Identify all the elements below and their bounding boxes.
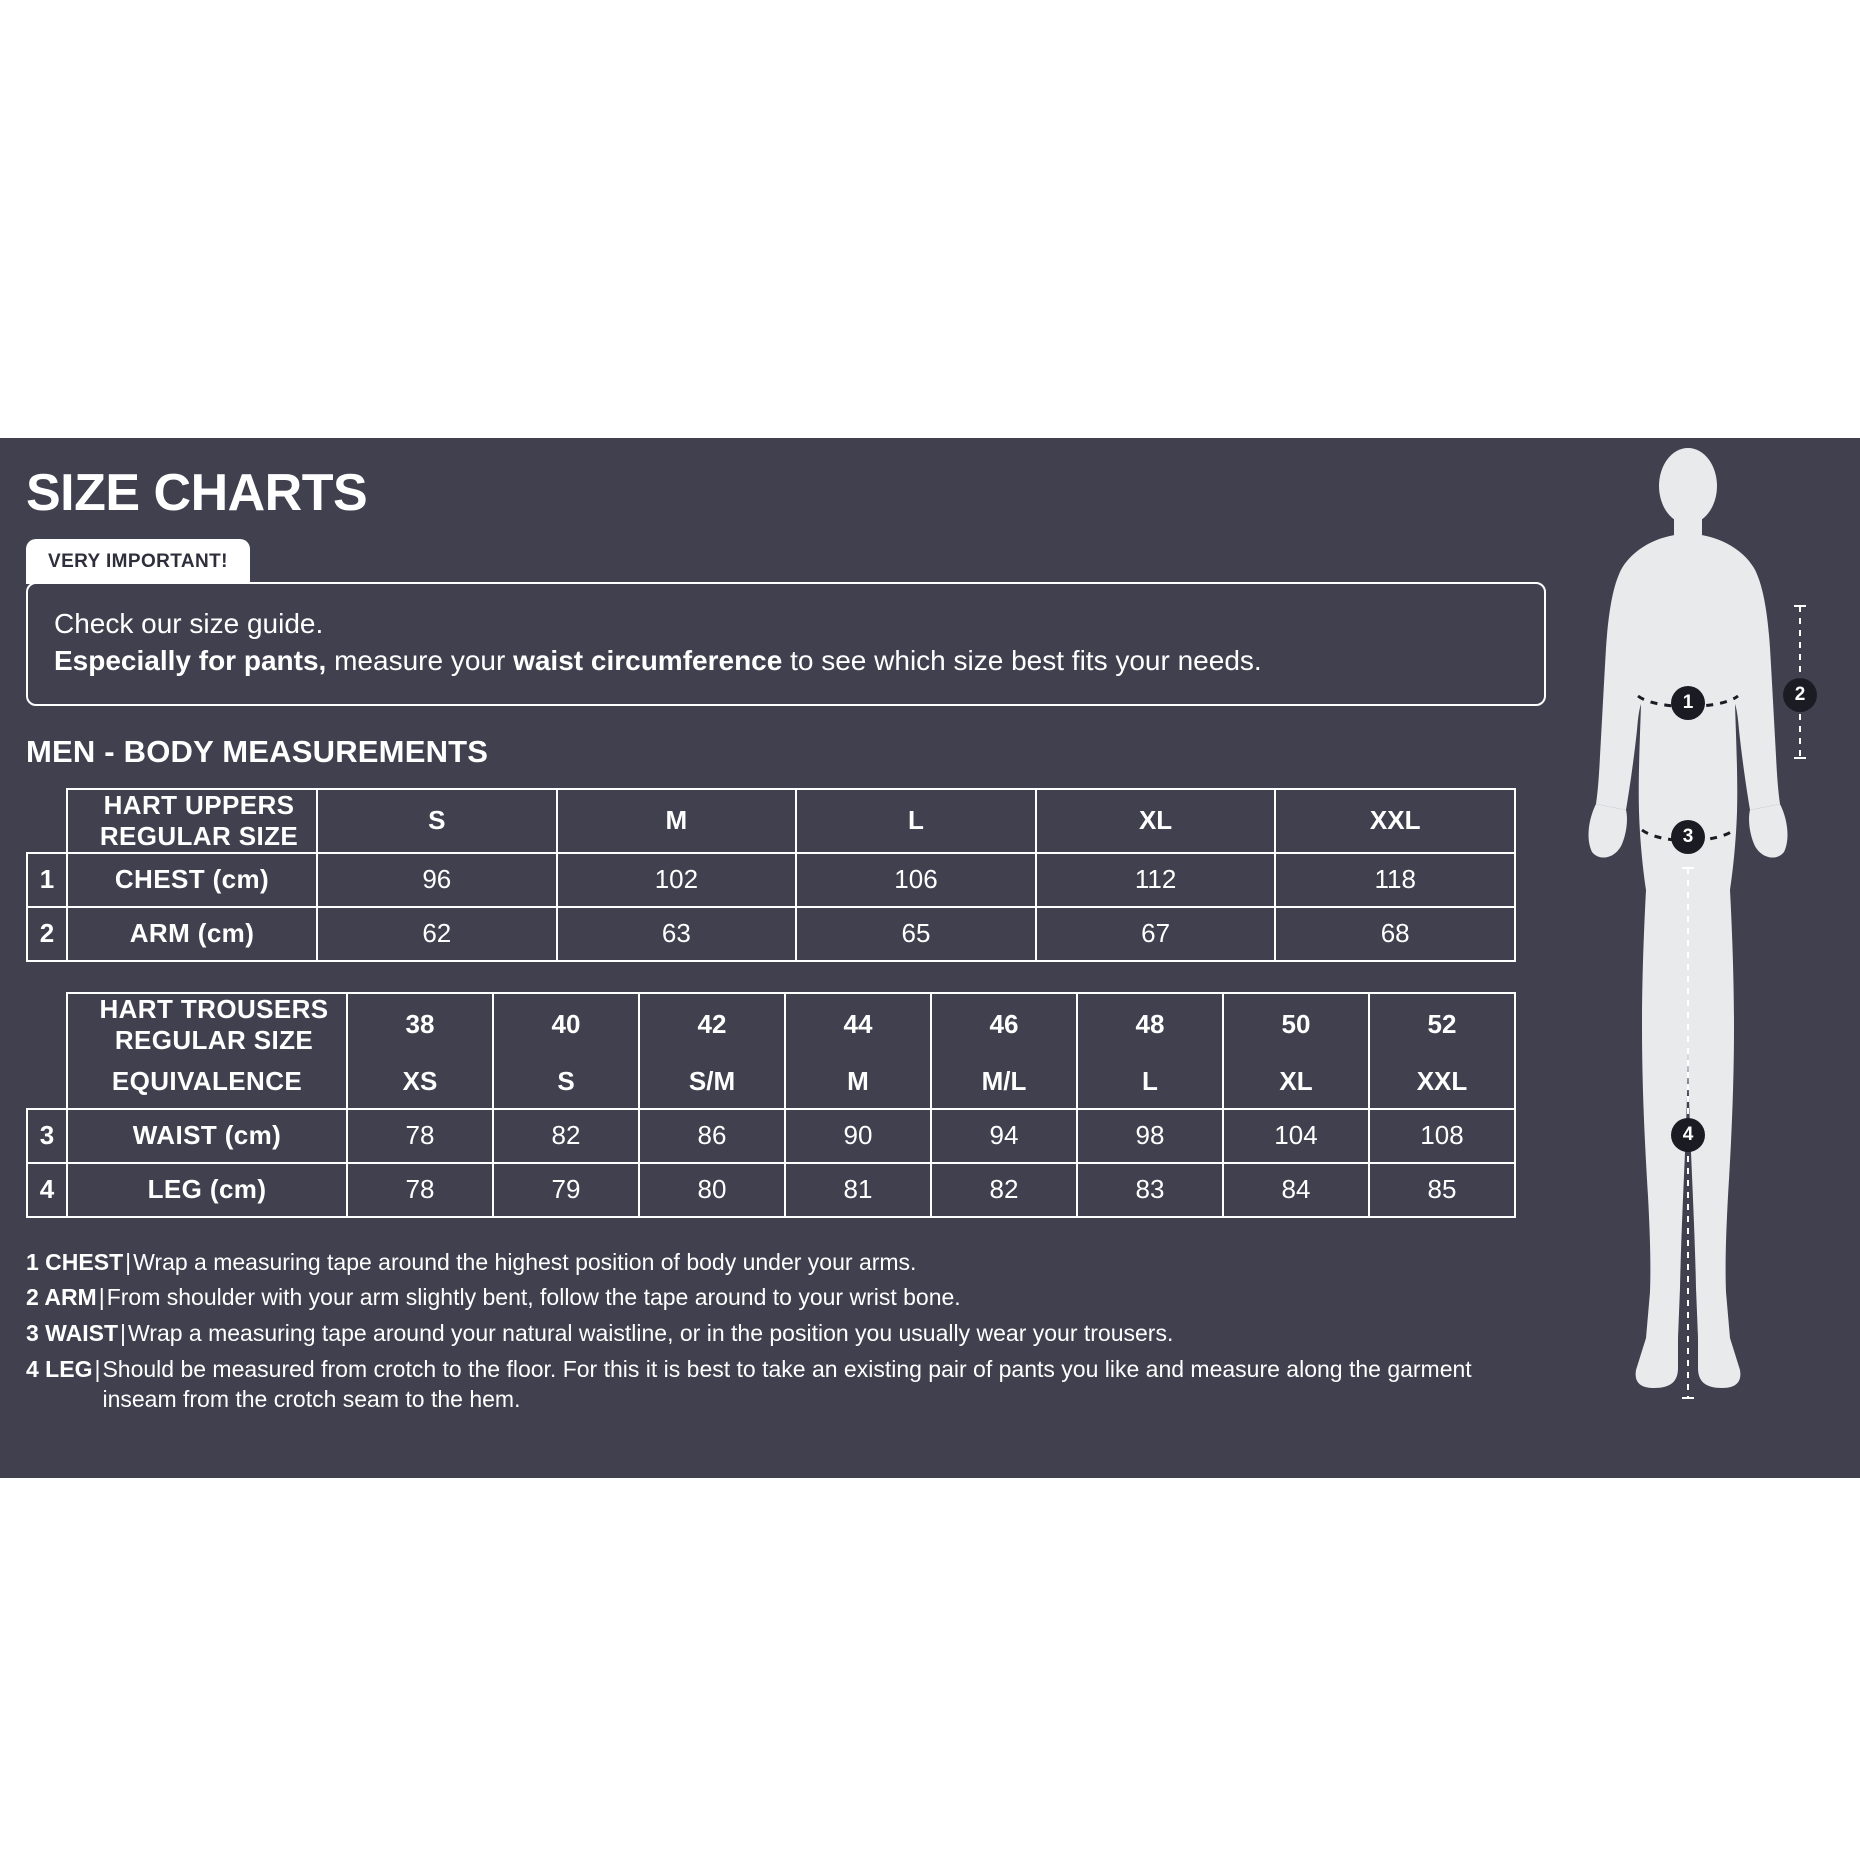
cell-value: 106 — [796, 853, 1036, 907]
callout-end-text: to see which size best fits your needs. — [782, 644, 1262, 676]
cell-value: 94 — [931, 1109, 1077, 1163]
note-leg — [26, 1355, 1546, 1415]
equivalence-value: XL — [1223, 1056, 1369, 1109]
callout-line-1: Check our size guide. — [54, 607, 324, 639]
cell-value: 82 — [931, 1163, 1077, 1217]
row-label-arm: ARM (cm) — [67, 907, 317, 961]
trousers-size-header: 42 — [639, 993, 785, 1056]
equivalence-label: EQUIVALENCE — [67, 1056, 347, 1109]
callout-body — [26, 582, 1546, 706]
uppers-size-header: M — [557, 789, 797, 853]
table-row — [27, 1109, 1515, 1163]
uppers-size-header: XXL — [1275, 789, 1515, 853]
note-key: 1 CHEST — [26, 1248, 124, 1275]
note-key: 3 WAIST — [26, 1320, 119, 1347]
note-separator: | — [120, 1320, 126, 1347]
cell-value: 112 — [1036, 853, 1276, 907]
trousers-size-header: 48 — [1077, 993, 1223, 1056]
equivalence-value: M/L — [931, 1056, 1077, 1109]
trousers-header-label: HART TROUSERS REGULAR SIZE — [67, 993, 347, 1056]
cell-value: 102 — [557, 853, 797, 907]
cell-value: 78 — [347, 1163, 493, 1217]
note-key: 4 LEG — [26, 1356, 93, 1383]
note-waist — [26, 1319, 1546, 1349]
cell-value: 82 — [493, 1109, 639, 1163]
row-number: 1 — [27, 853, 67, 907]
cell-value: 83 — [1077, 1163, 1223, 1217]
callout-bold-waist: waist circumference — [513, 644, 783, 676]
blank-corner — [27, 1056, 67, 1109]
cell-value: 118 — [1275, 853, 1515, 907]
cell-value: 86 — [639, 1109, 785, 1163]
cell-value: 96 — [317, 853, 557, 907]
table-row — [27, 907, 1515, 961]
male-body-silhouette-icon — [1538, 438, 1838, 1478]
table-row — [27, 853, 1515, 907]
cell-value: 62 — [317, 907, 557, 961]
uppers-size-header: XL — [1036, 789, 1276, 853]
callout-tab-label: VERY IMPORTANT! — [26, 539, 250, 584]
note-arm — [26, 1283, 1546, 1313]
note-text: Wrap a measuring tape around your natural waistline, or in the position you usually wear your trousers. — [128, 1320, 1174, 1347]
trousers-size-header: 40 — [493, 993, 639, 1056]
cell-value: 90 — [785, 1109, 931, 1163]
table-row — [27, 993, 1515, 1056]
equivalence-value: XXL — [1369, 1056, 1515, 1109]
badge-leg: 4 — [1671, 1118, 1705, 1152]
badge-arm: 2 — [1783, 678, 1817, 712]
note-separator: | — [98, 1284, 105, 1311]
note-text: Wrap a measuring tape around the highest position of body under your arms. — [133, 1248, 917, 1275]
measurement-notes — [26, 1248, 1546, 1415]
row-number: 2 — [27, 907, 67, 961]
cell-value: 104 — [1223, 1109, 1369, 1163]
important-callout — [26, 539, 1546, 706]
equivalence-value: L — [1077, 1056, 1223, 1109]
table-row — [27, 789, 1515, 853]
cell-value: 67 — [1036, 907, 1276, 961]
section-title-men: MEN - BODY MEASUREMENTS — [26, 733, 489, 769]
badge-waist: 3 — [1671, 820, 1705, 854]
callout-bold-pants: Especially for pants, — [54, 644, 327, 676]
callout-mid-text: measure your — [326, 644, 514, 676]
note-text: From shoulder with your arm slightly bent, follow the tape around to your wrist bone. — [106, 1284, 961, 1311]
equivalence-value: M — [785, 1056, 931, 1109]
note-chest — [26, 1248, 1546, 1278]
uppers-size-header: L — [796, 789, 1036, 853]
body-diagram — [1538, 438, 1838, 1478]
equivalence-value: XS — [347, 1056, 493, 1109]
cell-value: 65 — [796, 907, 1036, 961]
equivalence-value: S/M — [639, 1056, 785, 1109]
note-separator: | — [125, 1248, 132, 1275]
trousers-size-header: 50 — [1223, 993, 1369, 1056]
equivalence-value: S — [493, 1056, 639, 1109]
row-number: 3 — [27, 1109, 67, 1163]
cell-value: 98 — [1077, 1109, 1223, 1163]
blank-corner — [27, 993, 67, 1056]
cell-value: 84 — [1223, 1163, 1369, 1217]
cell-value: 79 — [493, 1163, 639, 1217]
table-row — [27, 1163, 1515, 1217]
panel-content — [26, 466, 1546, 1421]
badge-chest: 1 — [1671, 686, 1705, 720]
blank-corner — [27, 789, 67, 853]
cell-value: 78 — [347, 1109, 493, 1163]
row-label-waist: WAIST (cm) — [67, 1109, 347, 1163]
trousers-size-header: 44 — [785, 993, 931, 1056]
uppers-size-header: S — [317, 789, 557, 853]
uppers-header-label: HART UPPERS REGULAR SIZE — [67, 789, 317, 853]
row-label-leg: LEG (cm) — [67, 1163, 347, 1217]
note-key: 2 ARM — [26, 1284, 97, 1311]
cell-value: 63 — [557, 907, 797, 961]
row-label-chest: CHEST (cm) — [67, 853, 317, 907]
trousers-size-header: 52 — [1369, 993, 1515, 1056]
row-number: 4 — [27, 1163, 67, 1217]
cell-value: 80 — [639, 1163, 785, 1217]
note-separator: | — [94, 1356, 101, 1383]
uppers-size-table — [26, 788, 1516, 962]
size-chart-panel — [0, 438, 1860, 1478]
trousers-size-table — [26, 992, 1516, 1218]
cell-value: 68 — [1275, 907, 1515, 961]
page-title: SIZE CHARTS — [26, 464, 368, 522]
cell-value: 108 — [1369, 1109, 1515, 1163]
cell-value: 85 — [1369, 1163, 1515, 1217]
note-text: Should be measured from crotch to the floor. For this it is best to take an existing pair of pants you like and measure along the garment inseam from the crotch seam to the hem. — [102, 1356, 1472, 1413]
cell-value: 81 — [785, 1163, 931, 1217]
trousers-size-header: 46 — [931, 993, 1077, 1056]
trousers-size-header: 38 — [347, 993, 493, 1056]
table-row — [27, 1056, 1515, 1109]
